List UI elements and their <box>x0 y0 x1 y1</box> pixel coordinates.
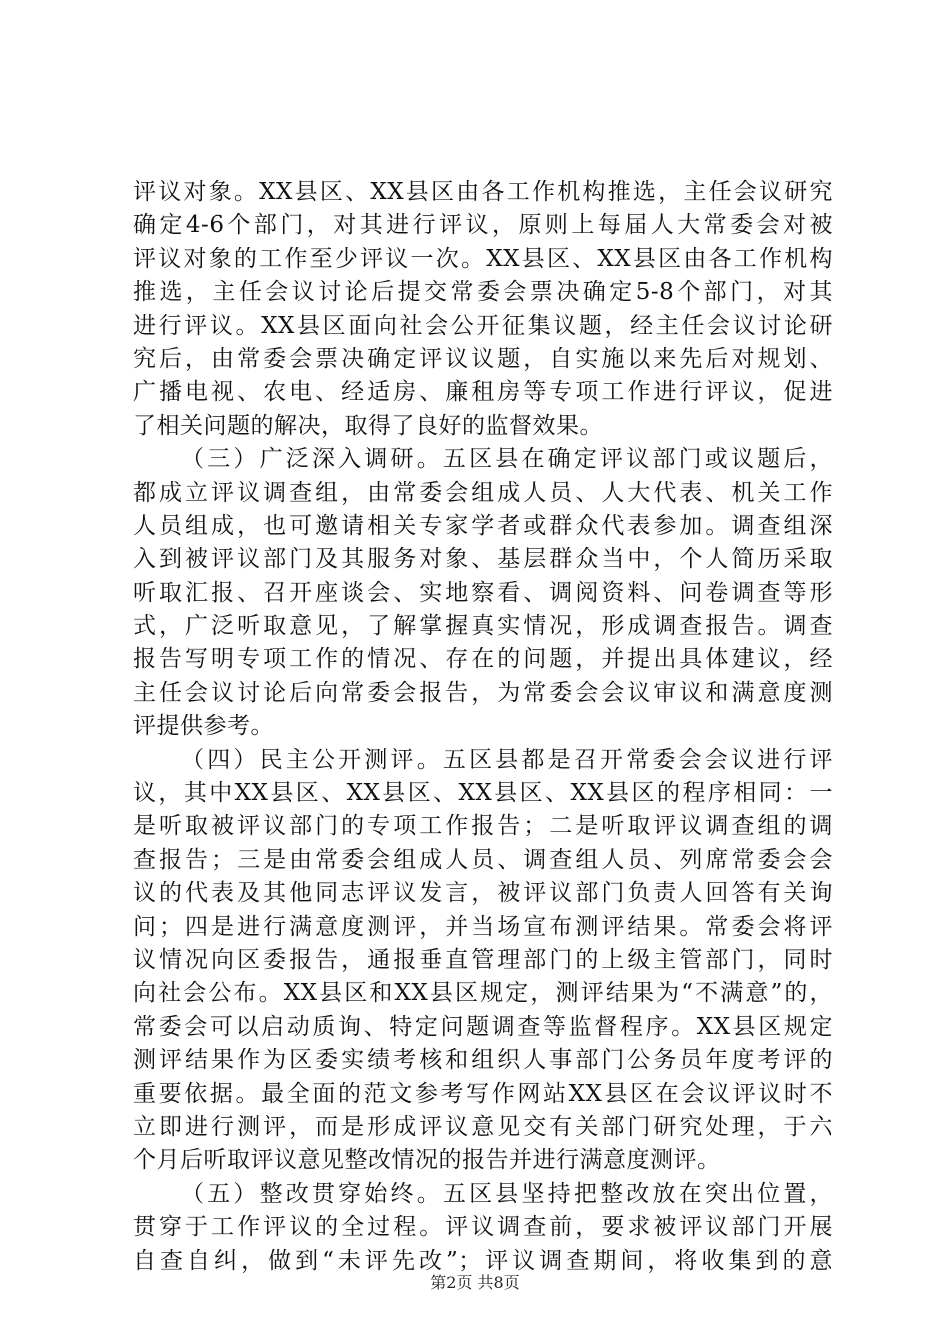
text-line: 是听取被评议部门的专项工作报告；二是听取评议调查组的调 <box>133 813 833 840</box>
section-heading-line: （五）整改贯穿始终。五区县坚持把整改放在突出位置， <box>181 1180 833 1207</box>
text-line: 推选，主任会议讨论后提交常委会票决确定5-8个部门，对其 <box>133 279 833 306</box>
section-heading-line: （三）广泛深入调研。五区县在确定评议部门或议题后， <box>181 446 833 473</box>
text-line: 个月后听取评议意见整改情况的报告并进行满意度测评。 <box>133 1147 721 1174</box>
text-line: 了相关问题的解决，取得了良好的监督效果。 <box>133 412 603 439</box>
text-line: 主任会议讨论后向常委会报告，为常委会会议审议和满意度测 <box>133 679 833 706</box>
text-line: 问；四是进行满意度测评，并当场宣布测评结果。常委会将评 <box>133 913 833 940</box>
text-line: 评提供参考。 <box>133 713 274 740</box>
text-line: 评议对象的工作至少评议一次。XX县区、XX县区由各工作机构 <box>133 245 833 272</box>
text-line: 向社会公布。XX县区和XX县区规定，测评结果为“不满意”的， <box>133 980 833 1007</box>
text-line: 究后，由常委会票决确定评议议题，自实施以来先后对规划、 <box>133 345 833 372</box>
text-line: 常委会可以启动质询、特定问题调查等监督程序。XX县区规定 <box>133 1013 833 1040</box>
text-line: 测评结果作为区委实绩考核和组织人事部门公务员年度考评的 <box>133 1047 833 1074</box>
section-heading-line: （四）民主公开测评。五区县都是召开常委会会议进行评 <box>181 746 833 773</box>
text-line: 查报告；三是由常委会组成人员、调查组人员、列席常委会会 <box>133 846 833 873</box>
text-line: 贯穿于工作评议的全过程。评议调查前，要求被评议部门开展 <box>133 1214 833 1241</box>
text-line: 广播电视、农电、经适房、廉租房等专项工作进行评议，促进 <box>133 379 833 406</box>
text-line: 重要依据。最全面的范文参考写作网站XX县区在会议评议时不 <box>133 1080 833 1107</box>
text-line: 评议对象。XX县区、XX县区由各工作机构推选，主任会议研究 <box>133 179 833 205</box>
text-line: 议，其中XX县区、XX县区、XX县区、XX县区的程序相同：一 <box>133 780 833 807</box>
text-line: 听取汇报、召开座谈会、实地察看、调阅资料、问卷调查等形 <box>133 579 833 606</box>
text-line: 人员组成，也可邀请相关专家学者或群众代表参加。调查组深 <box>133 512 833 539</box>
text-line: 式，广泛听取意见，了解掌握真实情况，形成调查报告。调查 <box>133 613 833 640</box>
text-line: 立即进行测评，而是形成评议意见交有关部门研究处理，于六 <box>133 1113 833 1140</box>
page-number-footer: 第2页 共8页 <box>430 1273 520 1292</box>
text-line: 自查自纠，做到“未评先改”；评议调查期间，将收集到的意 <box>133 1247 833 1274</box>
text-line: 都成立评议调查组，由常委会组成人员、人大代表、机关工作 <box>133 479 833 506</box>
text-line: 议的代表及其他同志评议发言，被评议部门负责人回答有关询 <box>133 880 833 907</box>
text-line: 确定4-6个部门，对其进行评议，原则上每届人大常委会对被 <box>133 212 833 239</box>
text-line: 报告写明专项工作的情况、存在的问题，并提出具体建议，经 <box>133 646 833 673</box>
text-line: 入到被评议部门及其服务对象、基层群众当中，个人简历采取 <box>133 546 833 573</box>
document-body <box>133 176 833 1278</box>
text-line: 进行评议。XX县区面向社会公开征集议题，经主任会议讨论研 <box>133 312 833 339</box>
text-line: 议情况向区委报告，通报垂直管理部门的上级主管部门，同时 <box>133 946 833 973</box>
